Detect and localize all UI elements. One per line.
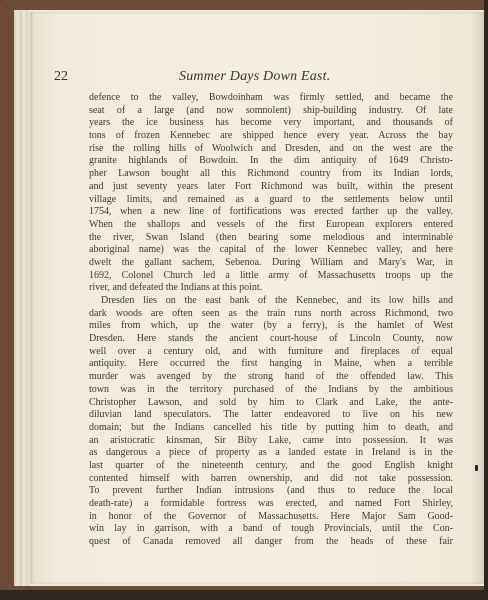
text-line: domain; but the Indians cancelled his title by putting him to death, and <box>89 421 453 433</box>
text-line: village limits, and remained as a guard to the settlements below until <box>89 193 453 205</box>
text-line: contented himself with barren ownership, and did not take possession. <box>89 472 453 484</box>
text-line: aboriginal name) was the capital of the lower Kennebec valley, and here <box>89 244 453 256</box>
text-line: To prevent further Indian intrusions (and thus to reduce the local <box>89 485 453 497</box>
text-line: pher Lawson bought all this Richmond country from its Indian lords, <box>89 168 453 180</box>
text-line: defence to the valley, Bowdoinham was firmly settled, and became the <box>89 92 453 103</box>
text-line: well over a century old, and with furniture and fireplaces of equal <box>89 345 453 357</box>
gutter-shadow <box>470 12 484 584</box>
text-line: years the ice business has become very important, and thousands of <box>89 117 453 129</box>
text-line: and just seventy years later Fort Richmond was built, within the present <box>89 180 453 192</box>
running-title: Summer Days Down East. <box>179 69 331 84</box>
text-line: tons of frozen Kennebec are shipped hence every year. Across the bay <box>89 130 453 142</box>
text-line: death-rate) a formidable fortress was erected, and named Fort Shirley, <box>89 498 453 509</box>
paragraph-start: Dresden lies on the east bank of the Kennebec, and its low hills and <box>101 295 453 306</box>
text-line: Christopher Lawson, and sold by him to Clark and Lake, the ante- <box>89 396 453 408</box>
text-line: last quarter of the nineteenth century, and the good English knight <box>89 459 453 471</box>
text-line: 1754, when a new line of fortifications was erected farther up the valley. <box>89 206 453 218</box>
text-line: as dangerous a piece of property as a landed estate in Ireland is in the <box>89 447 453 459</box>
text-line: murder was avenged by the strong hand of the offended law. This <box>89 371 453 383</box>
text-line: dwelt the gallant sachem, Sebenoa. During William and Mary's War, in <box>89 256 453 268</box>
text-line: the river, Swan Island (then bearing some melodious and interminable <box>89 231 453 243</box>
text-line: win lay in garrison, with a band of tough Provincials, until the Con- <box>89 523 453 535</box>
text-line: granite highlands of Bowdoin. In the dim antiquity of 1649 Christo- <box>89 155 453 167</box>
text-line: antiquity. Here occurred the first hanging in Maine, when a terrible <box>89 358 453 370</box>
body-text <box>89 92 453 549</box>
text-line: in honor of the Governor of Massachusetts. Here Major Sam Good- <box>89 510 453 522</box>
text-line: an aristocratic kinsman, Sir Biby Lake, came into possession. It was <box>89 434 453 446</box>
binding-mark <box>475 465 478 471</box>
text-line: 1692, Colonel Church led a little army of Massachusetts troops up the <box>89 269 453 281</box>
text-line: river, and defeated the Indians at this point. <box>89 282 263 294</box>
text-line: town was in the territory purchased of the Indians by the ambitious <box>89 383 453 395</box>
text-line: Dresden. Here stands the ancient court-house of Lincoln County, now <box>89 333 453 345</box>
text-line: dark woods are often seen as the train runs north across Richmond, two <box>89 307 453 319</box>
page-header <box>54 69 454 85</box>
text-line: diluvian land speculators. The latter endeavored to live on his new <box>89 409 453 421</box>
text-line: quest of Canada removed all danger from the heads of these fair <box>89 536 453 548</box>
text-line: seat of a large (and now somnolent) ship-building industry. Of late <box>89 104 453 116</box>
page-number: 22 <box>54 69 68 84</box>
text-line: When the shallops and vessels of the first European explorers entered <box>89 218 453 230</box>
text-line: rise the rolling hills of Woolwich and Dresden, and on the west are the <box>89 142 453 154</box>
text-line: miles from which, up the water (by a ferry), is the hamlet of West <box>89 320 453 332</box>
